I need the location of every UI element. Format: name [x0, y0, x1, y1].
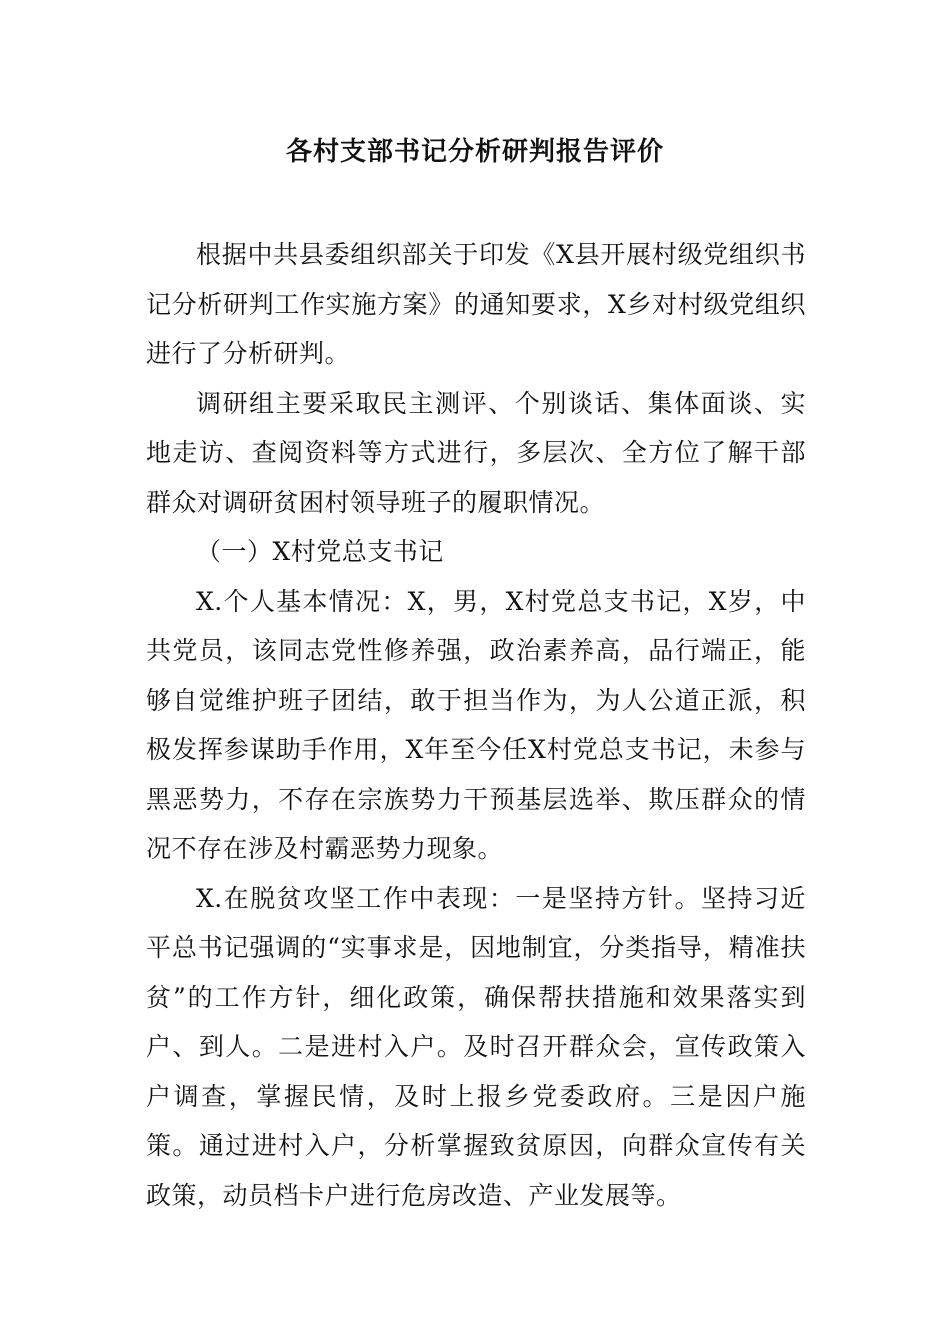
paragraph-method: 调研组主要采取民主测评、个别谈话、集体面谈、实地走访、查阅资料等方式进行，多层次、全方位了解干部群众对调研贫困村领导班子的履职情况。: [146, 388, 806, 517]
paragraph-intro: 根据中共县委组织部关于印发《X县开展村级党组织书记分析研判工作实施方案》的通知要求，X乡对村级党组织进行了分析研判。: [146, 240, 806, 368]
document-title: 各村支部书记分析研判报告评价: [285, 137, 664, 167]
paragraph-basic-info: X.个人基本情况：X，男，X村党总支书记，X岁，中共党员，该同志党性修养强，政治素养高，品行端正，能够自觉维护班子团结，敢于担当作为，为人公道正派，积极发挥参谋助手作用，X年至今任X村党总支书记，未参与黑恶势力，不存在宗族势力干预基层选举、欺压群众的情况不存在涉及村霸恶势力现象。: [146, 586, 806, 863]
document-body: [146, 230, 806, 1220]
section-heading: （一）X村党总支书记: [196, 537, 444, 566]
paragraph-poverty-work: X.在脱贫攻坚工作中表现：一是坚持方针。坚持习近平总书记强调的“实事求是，因地制宜，分类指导，精准扶贫”的工作方针，细化政策，确保帮扶措施和效果落实到户、到人。二是进村入户。及时召开群众会，宣传政策入户调查，掌握民情，及时上报乡党委政府。三是因户施策。通过进村入户，分析掌握致贫原因，向群众宣传有关政策，动员档卡户进行危房改造、产业发展等。: [146, 883, 806, 1210]
